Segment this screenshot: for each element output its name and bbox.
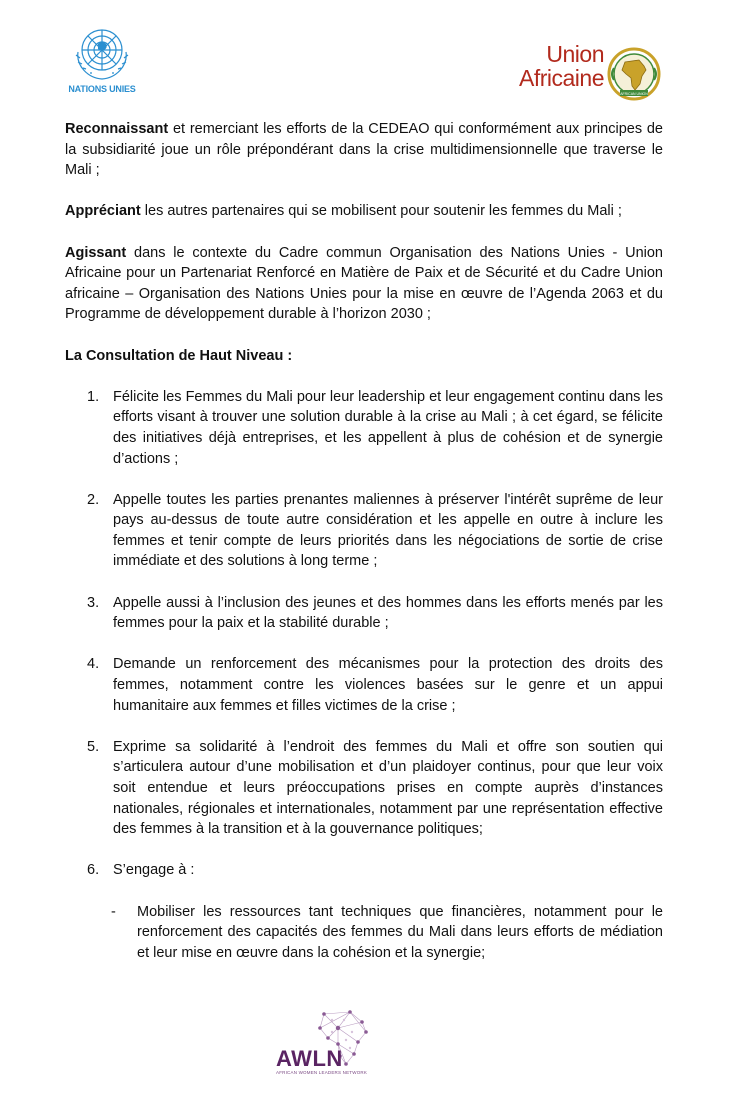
- preamble-text: dans le contexte du Cadre commun Organisation des Nations Unies - Union Africaine pour un Partenariat Renforcé en Matière de Paix et de Sécurité et du Cadre Union africaine – Organisation des Nations Unies pour la mise en œuvre de l’Agenda 2063 et du Programme de développement durable à l’horizon 2030 ;: [65, 244, 663, 323]
- un-logo: [62, 22, 142, 98]
- item-number: 3.: [87, 594, 100, 611]
- au-logo: [500, 42, 665, 102]
- item-text: S’engage à :: [113, 862, 195, 879]
- au-logo-line1: Union: [546, 41, 604, 67]
- section-heading: La Consultation de Haut Niveau :: [65, 347, 293, 364]
- item-text: Demande un renforcement des mécanismes pour la protection des droits des femmes, notamment contre les violences basées sur le genre et un appui humanitaire aux femmes et filles victimes de la crise ;: [113, 656, 663, 714]
- preamble-text: les autres partenaires qui se mobilisent pour soutenir les femmes du Mali ;: [140, 203, 622, 220]
- list-item: [65, 737, 663, 840]
- preamble-paragraph: [65, 119, 663, 181]
- item-number: 1.: [87, 388, 100, 405]
- item-number: 6.: [87, 862, 100, 879]
- au-logo-line2: Africaine: [519, 65, 604, 91]
- list-item: [65, 860, 663, 881]
- list-item: [65, 490, 663, 572]
- item-text: Félicite les Femmes du Mali pour leur leadership et leur engagement continu dans les efforts visant à trouver une solution durable à la crise au Mali ; à cet égard, se félicite des initiatives déjà entreprises, et les appellent à plus de cohésion et de synergie d’actions ;: [113, 388, 663, 467]
- list-item: [65, 593, 663, 634]
- preamble-lead: Appréciant: [65, 203, 141, 220]
- document-body: [65, 119, 663, 963]
- preamble-paragraph: [65, 201, 663, 222]
- item-number: 4.: [87, 656, 100, 673]
- awln-label: AWLN: [276, 1046, 343, 1071]
- preamble-text: et remerciant les efforts de la CEDEAO qui conformément aux principes de la subsidiarité joue un rôle prépondérant dans la crise multidimensionnelle que traverse le Mali ;: [65, 121, 663, 179]
- un-emblem-icon: [68, 22, 136, 82]
- au-logo-text: [500, 42, 604, 90]
- sub-item-dash: -: [111, 903, 116, 920]
- item-number: 2.: [87, 491, 100, 508]
- list-item: [65, 387, 663, 469]
- au-emblem-text: AFRICAN UNION: [620, 92, 648, 96]
- au-emblem-icon: [606, 46, 662, 102]
- preamble-lead: Reconnaissant: [65, 121, 169, 137]
- awln-logo: [270, 1008, 400, 1090]
- un-logo-label: NATIONS UNIES: [68, 84, 136, 94]
- preamble-lead: Agissant: [65, 244, 127, 261]
- sub-list-item: [65, 902, 663, 964]
- awln-subtitle: AFRICAN WOMEN LEADERS NETWORK: [276, 1070, 368, 1075]
- preamble-paragraph: [65, 243, 663, 325]
- list-item: [65, 654, 663, 716]
- item-text: Appelle aussi à l’inclusion des jeunes et des hommes dans les efforts menés par les femmes pour la paix et la stabilité durable ;: [113, 594, 663, 632]
- item-number: 5.: [87, 738, 100, 755]
- operative-list: [65, 387, 663, 902]
- item-text: Exprime sa solidarité à l’endroit des femmes du Mali et offre son soutien qui s’articulera autour d’une mobilisation et d’un plaidoyer continus, pour que leur voix soit entendue et leurs préoccupations prises en compte auprès d’instances nationales, régionales et internationales, notamment par une représentation effective des femmes à la transition et à la gouvernance politiques;: [113, 738, 663, 838]
- sub-item-text: Mobiliser les ressources tant techniques que financières, notamment pour le renforcement des capacités des femmes du Mali dans leurs efforts de médiation et leur mise en œuvre dans la cohésion et la synergie;: [137, 903, 663, 961]
- item-text: Appelle toutes les parties prenantes maliennes à préserver l'intérêt suprême de leur pays au-dessus de toute autre considération et les appelle en outre à inclure les femmes et tenir compte de leurs priorités dans les négociations de sortie de crise immédiate et des solutions à long terme ;: [113, 491, 663, 570]
